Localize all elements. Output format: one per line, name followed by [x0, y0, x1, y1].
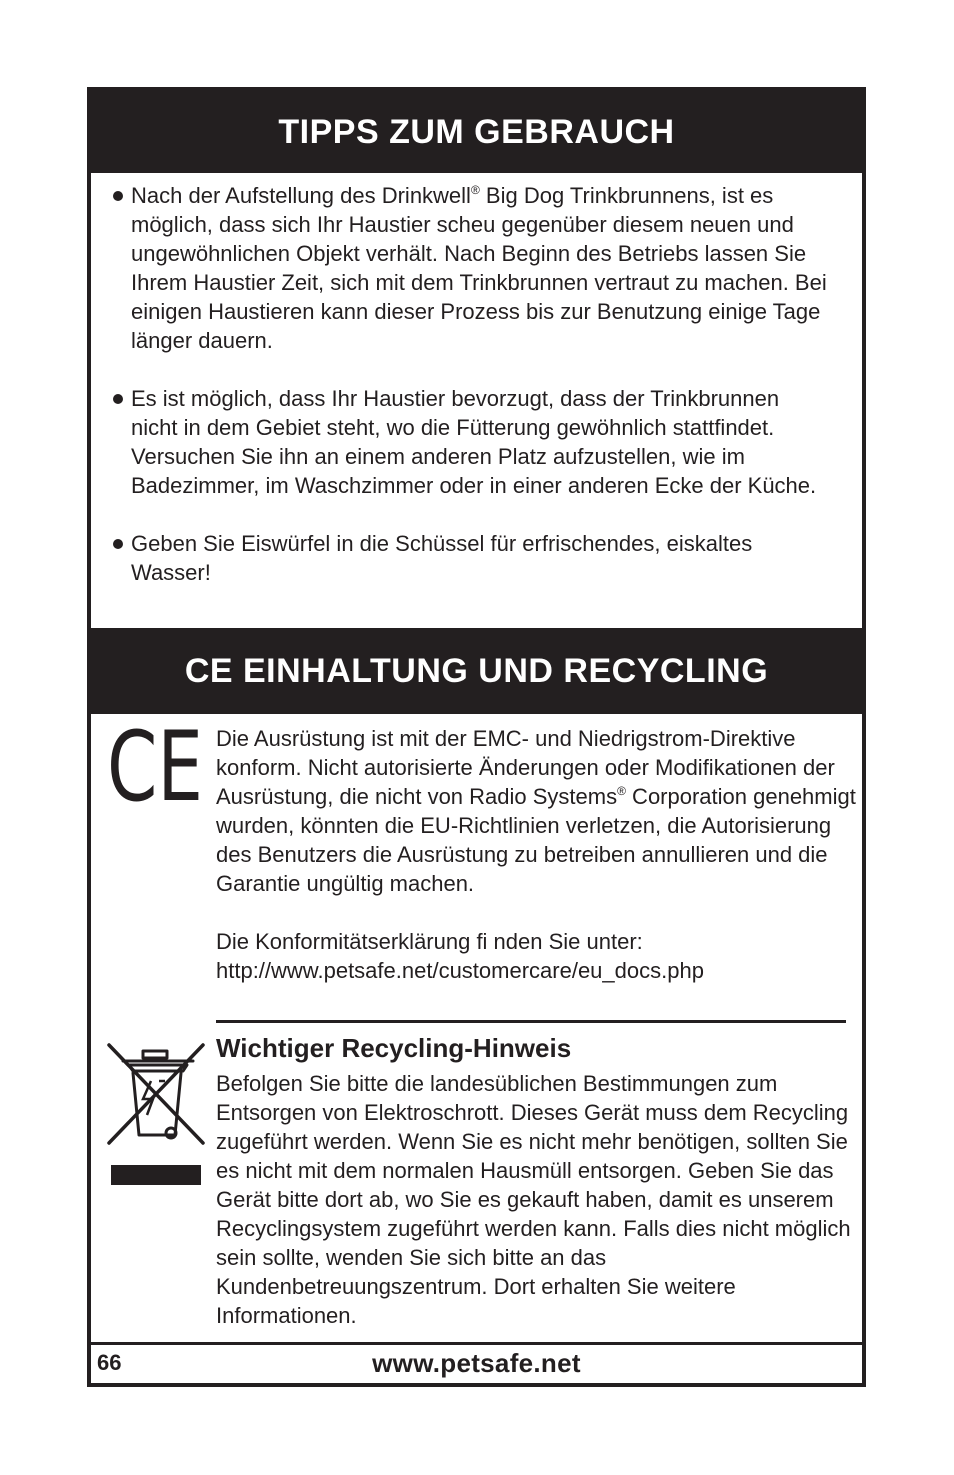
- page-number: 66: [97, 1350, 122, 1375]
- section-header-tips: [91, 91, 862, 173]
- conformity-label: Die Konformitätserklärung fi nden Sie unter:: [216, 929, 643, 954]
- page-frame: [87, 87, 866, 1387]
- conformity-paragraph: [216, 927, 856, 985]
- bullet-icon: [113, 394, 123, 404]
- tips-list: [109, 181, 829, 616]
- section-header-ce: [91, 628, 862, 714]
- registered-mark: ®: [617, 784, 626, 798]
- ce-text-part: Corporation genehmigt wurden, könnten die EU-Richtlinien verletzen, die Autorisierung des Benutzers die Ausrüstung zu betreiben annullieren und die Garantie ungültig machen.: [216, 784, 856, 896]
- recycling-notice: [216, 1031, 856, 1330]
- tip-text: [131, 181, 829, 355]
- registered-mark: ®: [470, 183, 480, 197]
- tip-text-part: Nach der Aufstellung des Drinkwell: [131, 183, 471, 208]
- weee-bin-icon: [105, 1039, 207, 1194]
- ce-mark-icon: [107, 711, 203, 823]
- website-link[interactable]: www.petsafe.net: [372, 1348, 581, 1378]
- ce-paragraph: [216, 724, 856, 898]
- conformity-url: http://www.petsafe.net/customercare/eu_docs.php: [216, 958, 704, 983]
- section-title-tips: TIPPS ZUM GEBRAUCH: [278, 113, 675, 151]
- bullet-icon: [113, 539, 123, 549]
- ce-text-part: Die Ausrüstung ist mit der EMC- und Niedrigstrom-Direktive konform. Nicht autorisierte Änderungen oder Modifikationen der Ausrüstung, die nicht von Radio Systems: [216, 726, 835, 809]
- recycling-text: Befolgen Sie bitte die landesüblichen Bestimmungen zum Entsorgen von Elektroschrott. Dieses Gerät muss dem Recycling zugeführt werden. Wenn Sie es nicht mehr benötigen, sollten Sie es nicht mit dem normalen Hausmüll entsorgen. Geben Sie das Gerät bitte dort ab, wo Sie es gekauft haben, damit es unserem Recyclingsystem zugeführt werden kann. Falls dies nicht möglich sein sollte, wenden Sie sich bitte an das Kundenbetreuungszentrum. Dort erhalten Sie weitere Informationen.: [216, 1071, 851, 1328]
- tip-text: Geben Sie Eiswürfel in die Schüssel für erfrischendes, eiskaltes Wasser!: [131, 531, 753, 585]
- footer-divider: [91, 1342, 862, 1345]
- bullet-icon: [113, 191, 123, 201]
- section-title-ce: CE EINHALTUNG UND RECYCLING: [184, 652, 769, 690]
- tip-text-part: Big Dog Trinkbrunnens, ist es möglich, dass sich Ihr Haustier scheu gegenüber diesem neuen und ungewöhnlichen Objekt verhält. Nach Beginn des Betriebs lassen Sie Ihrem Haustier Zeit, sich mit dem Trinkbrunnen vertraut zu machen. Bei einigen Haustieren kann dieser Prozess bis zur Benutzung einige Tage länger dauern.: [131, 183, 827, 353]
- tip-text: Es ist möglich, dass Ihr Haustier bevorzugt, dass der Trinkbrunnen nicht in dem Gebiet steht, wo die Fütterung gewöhnlich stattfindet. Versuchen Sie ihn an einem anderen Platz aufzustellen, wie im Badezimmer, im Waschzimmer oder in einer anderen Ecke der Küche.: [131, 386, 817, 498]
- divider: [216, 1020, 846, 1023]
- ce-statement: [216, 724, 856, 1014]
- recycling-heading: Wichtiger Recycling-Hinweis: [216, 1033, 572, 1063]
- list-item: [109, 384, 829, 500]
- list-item: [109, 181, 829, 355]
- ce-mark-text: CE: [107, 711, 203, 823]
- list-item: [109, 529, 829, 587]
